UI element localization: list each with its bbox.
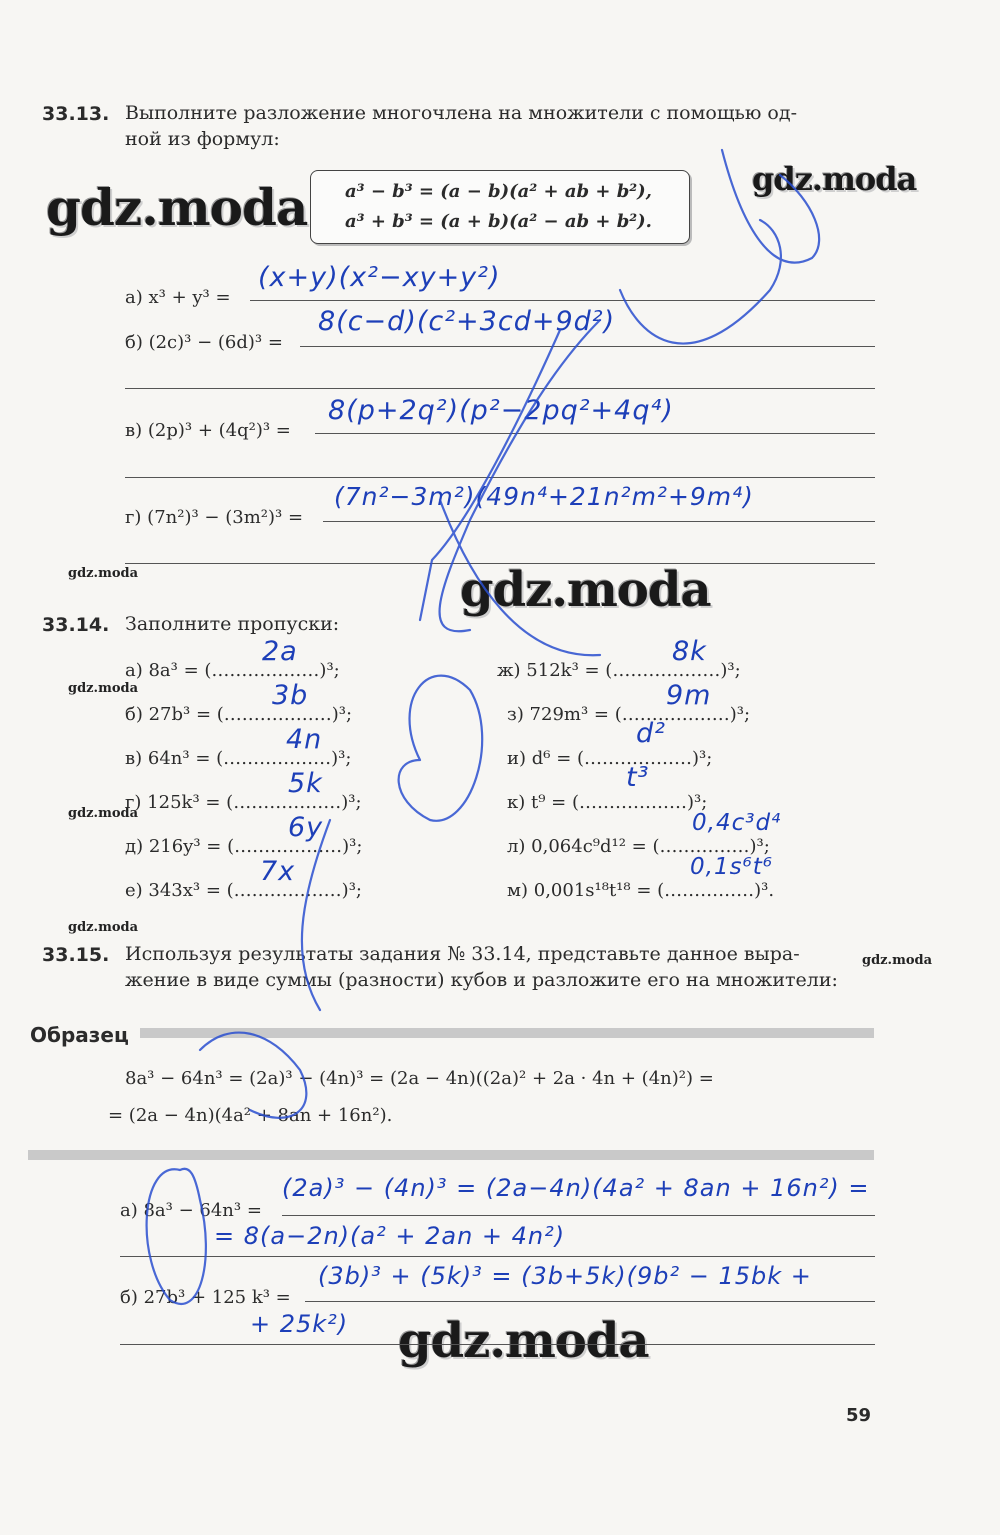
t1313-v-answer: 8(p+2q²)(p²−2pq²+4q⁴) — [328, 395, 674, 426]
sample-line2: = (2a − 4n)(4a² + 8an + 16n²). — [108, 1105, 393, 1126]
scribble-stroke — [420, 330, 560, 620]
t1314-zh-label: ж) 512k³ = (………………)³; — [497, 660, 741, 681]
watermark-small-3: gdz.moda — [68, 806, 139, 821]
t1313-a-label: а) x³ + y³ = — [125, 287, 231, 308]
watermark-large-4: gdz.moda — [398, 1313, 649, 1369]
task-33-14-number: 33.14. — [42, 614, 110, 636]
watermark-small-2: gdz.moda — [68, 681, 139, 696]
t1314-e-answer: 7x — [260, 856, 296, 887]
formula-sum-of-cubes: a³ + b³ = (a + b)(a² − ab + b²). — [345, 211, 652, 232]
sample-title: Образец — [30, 1023, 129, 1047]
task-33-15-number: 33.15. — [42, 944, 110, 966]
task-33-13-number: 33.13. — [42, 103, 110, 125]
scribble-checkmark — [722, 150, 819, 263]
t1314-g-answer: 5k — [288, 768, 323, 799]
task-33-14-text: Заполните пропуски: — [125, 613, 340, 635]
t1314-g-label: г) 125k³ = (………………)³; — [125, 792, 362, 813]
task-33-13-text-line2: ной из формул: — [125, 128, 280, 150]
t1314-a-label: а) 8a³ = (………………)³; — [125, 660, 340, 681]
t1314-i-label: и) d⁶ = (………………)³; — [507, 748, 713, 769]
task-33-15-text-line2: жение в виде суммы (разности) кубов и разложите его на множители: — [125, 969, 838, 991]
watermark-small-4: gdz.moda — [68, 920, 139, 935]
task-33-15-text-line1: Используя результаты задания № 33.14, представьте данное выра- — [125, 943, 800, 965]
scribble-stroke — [440, 320, 600, 631]
watermark-small-1: gdz.moda — [68, 566, 139, 581]
t1314-v-answer: 4n — [286, 724, 323, 755]
t1314-k-answer: t³ — [626, 762, 650, 793]
page-number: 59 — [846, 1405, 872, 1426]
task-33-13-text-line1: Выполните разложение многочлена на множители с помощью од- — [125, 102, 797, 124]
t1313-g-answer: (7n²−3m²)(49n⁴+21n²m²+9m⁴) — [334, 482, 754, 511]
scribble-zero-bottom — [147, 1169, 206, 1304]
t1313-g-label: г) (7n²)³ − (3m²)³ = — [125, 507, 304, 528]
t1313-b-label: б) (2c)³ − (6d)³ = — [125, 332, 283, 353]
t1314-l-answer: 0,4c³d⁴ — [692, 810, 782, 836]
t1314-zh-answer: 8k — [672, 636, 707, 667]
t1315-a-answer-line2: = 8(a−2n)(a² + 2an + 4n²) — [214, 1222, 566, 1250]
t1315-b-label: б) 27b³ + 125 k³ = — [120, 1287, 291, 1308]
t1314-d-label: д) 216y³ = (………………)³; — [125, 836, 363, 857]
sample-line1: 8a³ − 64n³ = (2a)³ − (4n)³ = (2a − 4n)((2a)² + 2a · 4n + (4n)²) = — [125, 1068, 714, 1089]
t1314-i-answer: d² — [636, 718, 666, 749]
t1315-a-label: а) 8a³ − 64n³ = — [120, 1200, 262, 1221]
t1314-m-answer: 0,1s⁶t⁶ — [690, 854, 774, 880]
t1314-b-label: б) 27b³ = (………………)³; — [125, 704, 353, 725]
watermark-small-5: gdz.moda — [862, 953, 933, 968]
t1314-z-answer: 9m — [666, 680, 712, 711]
t1314-k-label: к) t⁹ = (………………)³; — [507, 792, 708, 813]
t1313-a-answer: (x+y)(x²−xy+y²) — [258, 262, 501, 293]
t1313-b-answer: 8(c−d)(c²+3cd+9d²) — [318, 306, 616, 337]
t1313-v-label: в) (2p)³ + (4q²)³ = — [125, 420, 291, 441]
t1314-e-label: е) 343x³ = (………………)³; — [125, 880, 362, 901]
t1314-a-answer: 2a — [262, 636, 298, 667]
watermark-large-1: gdz.moda — [46, 178, 308, 237]
t1314-v-label: в) 64n³ = (………………)³; — [125, 748, 352, 769]
t1315-a-answer-line1: (2a)³ − (4n)³ = (2a−4n)(4a² + 8an + 16n²) = — [282, 1174, 870, 1202]
t1314-b-answer: 3b — [272, 680, 309, 711]
watermark-large-2: gdz.moda — [752, 160, 917, 198]
t1314-d-answer: 6y — [288, 812, 324, 843]
scribble-stroke — [200, 1033, 306, 1118]
t1314-m-label: м) 0,001s¹⁸t¹⁸ = (……………)³. — [507, 880, 775, 901]
formula-difference-of-cubes: a³ − b³ = (a − b)(a² + ab + b²), — [345, 181, 652, 202]
t1314-l-label: л) 0,064c⁹d¹² = (……………)³; — [507, 836, 770, 857]
t1315-b-answer-line2: + 25k²) — [250, 1310, 349, 1338]
t1315-b-answer-line1: (3b)³ + (5k)³ = (3b+5k)(9b² − 15bk + — [318, 1262, 812, 1290]
t1314-z-label: з) 729m³ = (………………)³; — [507, 704, 751, 725]
scribble-stroke — [302, 820, 330, 1010]
watermark-large-3: gdz.moda — [460, 562, 711, 618]
scribble-zero — [399, 676, 483, 821]
